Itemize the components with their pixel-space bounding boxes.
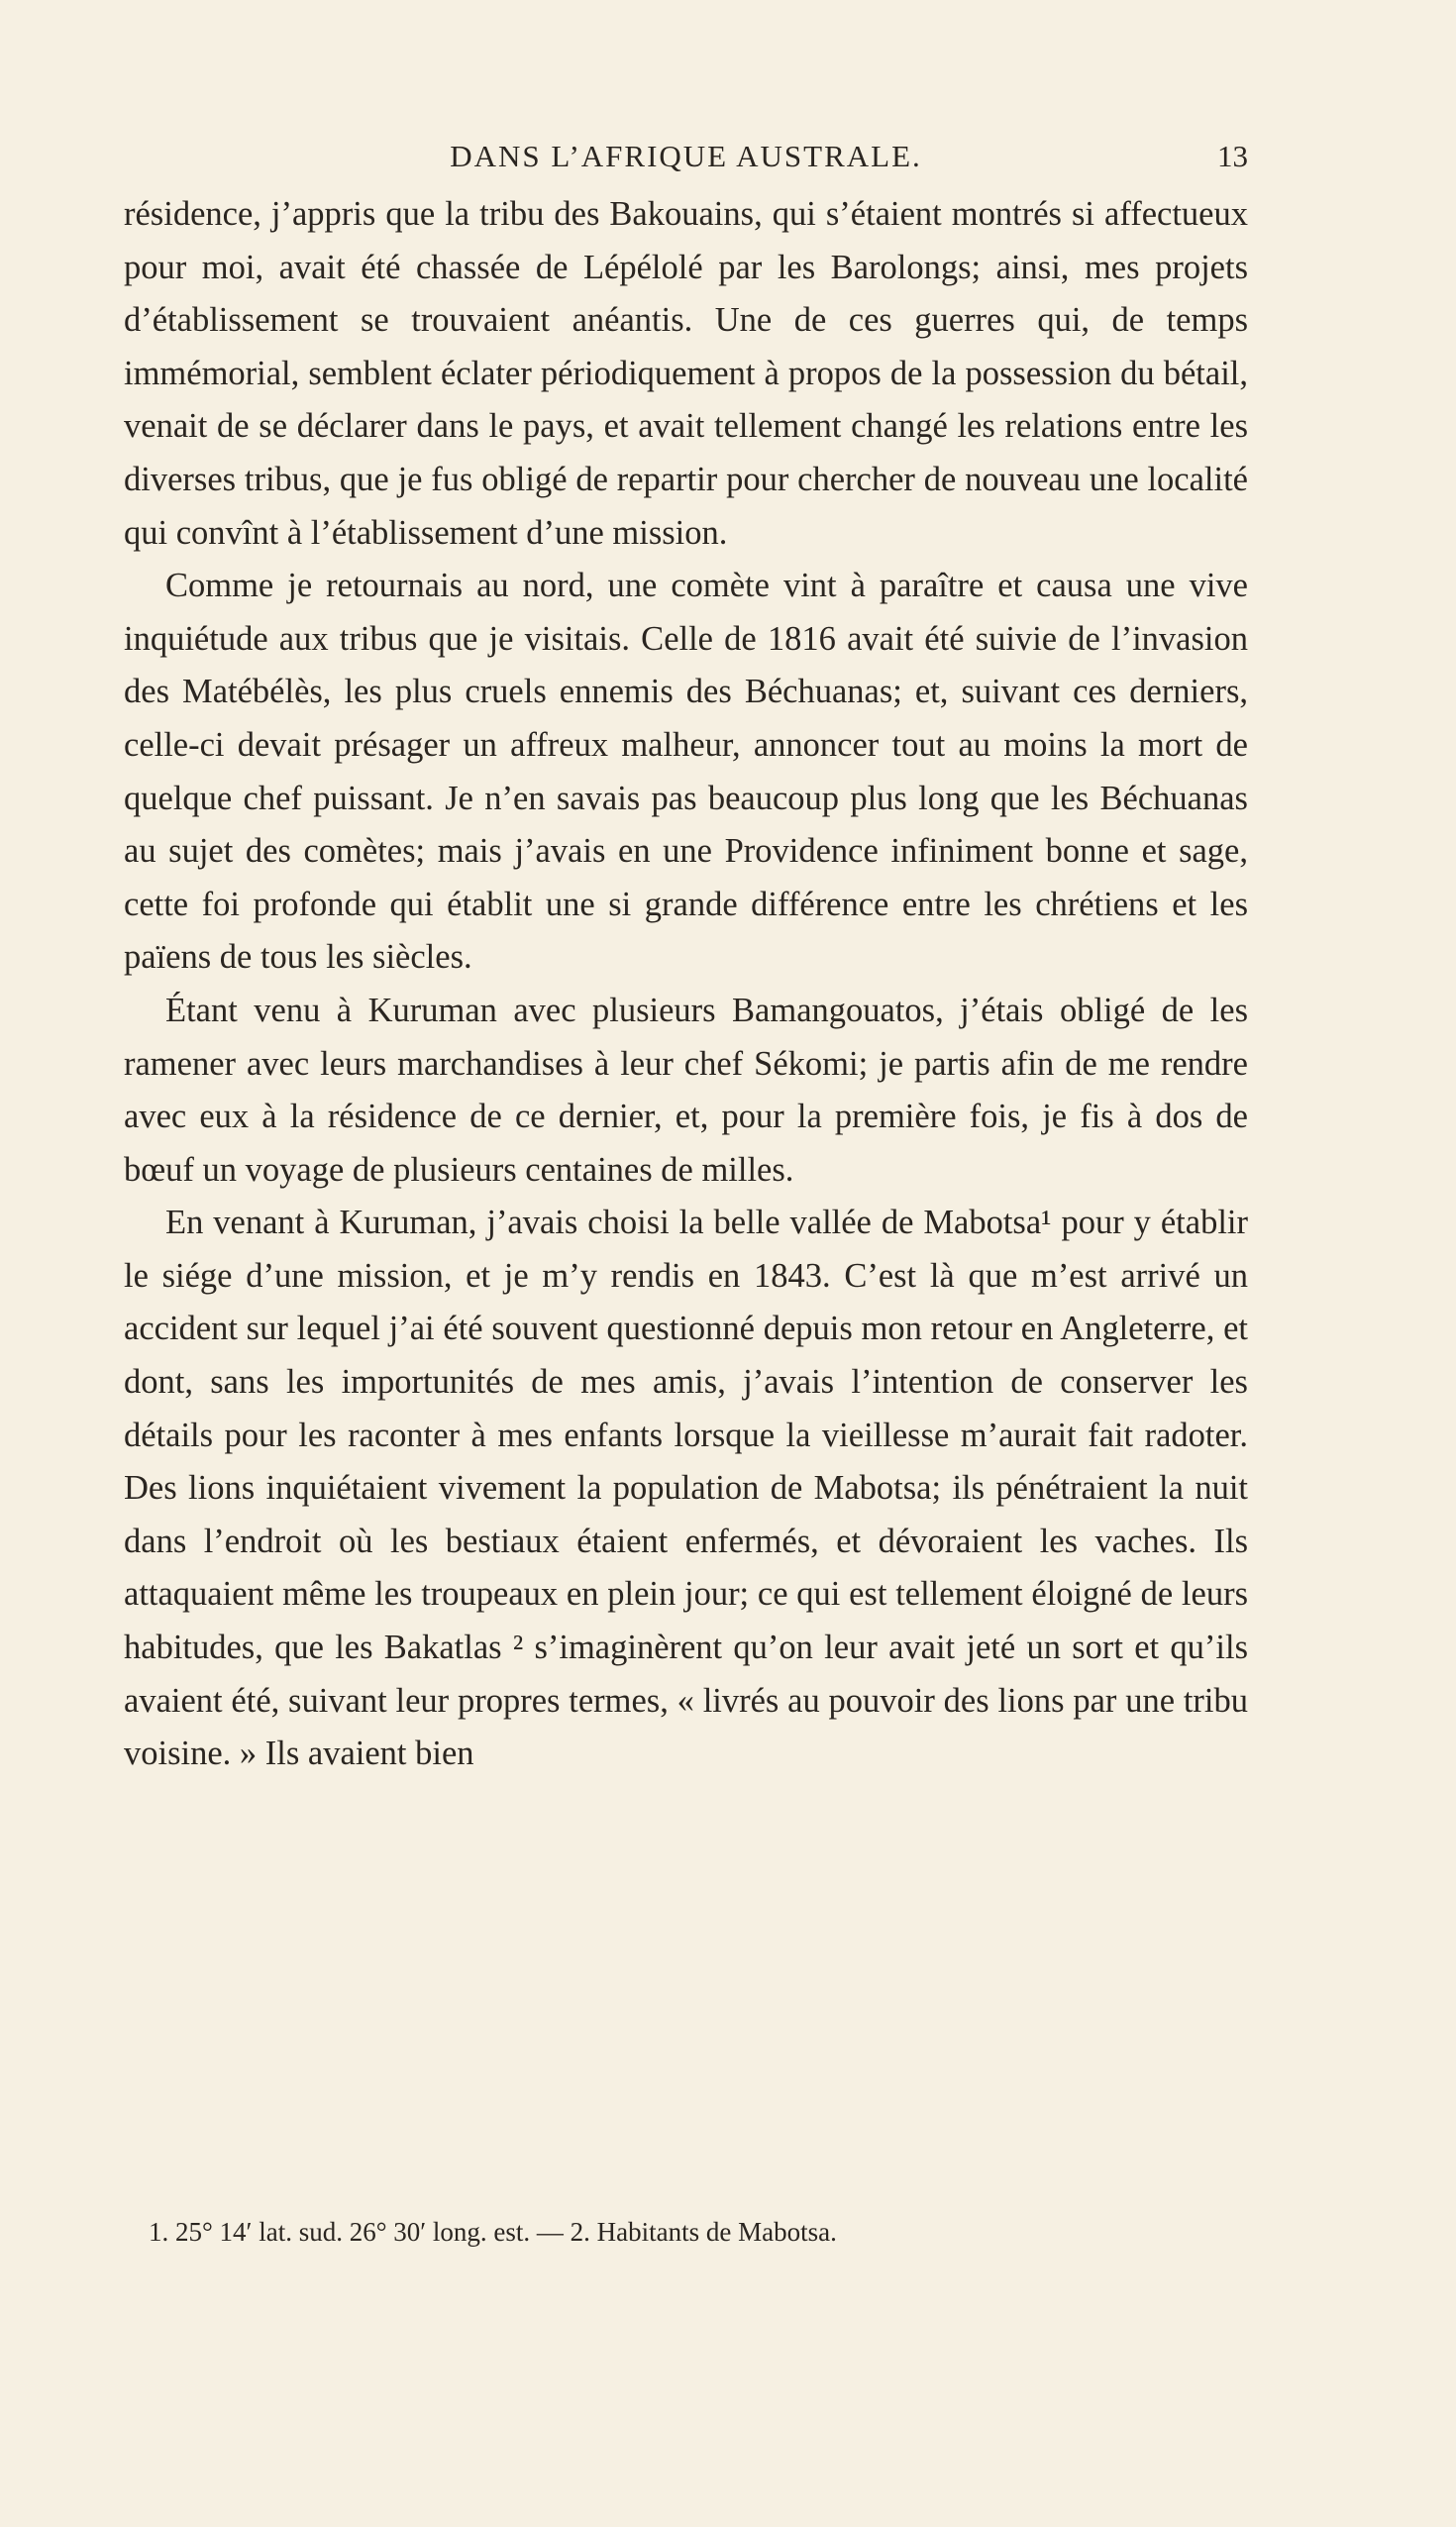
body-text bbox=[124, 188, 1248, 1781]
footnote: 1. 25° 14′ lat. sud. 26° 30′ long. est. — 2. Habitants de Mabotsa. bbox=[149, 2217, 837, 2247]
paragraph-1: résidence, j’appris que la tribu des Bakouains, qui s’étaient montrés si affectueux pour moi, avait été chassée de Lépélolé par les Barolongs; ainsi, mes projets d’établissement se trouvaient anéantis. Une de ces guerres qui, de temps immémorial, semblent éclater périodiquement à propos de la possession du bétail, venait de se déclarer dans le pays, et avait tellement changé les relations entre les diverses tribus, que je fus obligé de repartir pour chercher de nouveau une localité qui convînt à l’établissement d’une mission. bbox=[124, 195, 1248, 552]
running-head bbox=[124, 139, 1248, 178]
paragraph-3: Étant venu à Kuruman avec plusieurs Bamangouatos, j’étais obligé de les ramener avec leurs marchandises à leur chef Sékomi; je partis afin de me rendre avec eux à la résidence de ce dernier, et, pour la première fois, je fis à dos de bœuf un voyage de plusieurs centaines de milles. bbox=[124, 991, 1248, 1189]
running-title: DANS L’AFRIQUE AUSTRALE. bbox=[450, 139, 922, 173]
paragraph-4: En venant à Kuruman, j’avais choisi la belle vallée de Mabotsa¹ pour y établir le siége d’une mission, et je m’y rendis en 1843. C’est là que m’est arrivé un accident sur lequel j’ai été souvent questionné depuis mon retour en Angleterre, et dont, sans les importunités de mes amis, j’avais l’intention de conserver les détails pour les raconter à mes enfants lorsque la vieillesse m’aurait fait radoter. Des lions inquiétaient vivement la population de Mabotsa; ils pénétraient la nuit dans l’endroit où les bestiaux étaient enfermés, et dévoraient les vaches. Ils attaquaient même les troupeaux en plein jour; ce qui est tellement éloigné de leurs habitudes, que les Bakatlas ² s’imaginèrent qu’on leur avait jeté un sort et qu’ils avaient été, suivant leur propres termes, « livrés au pouvoir des lions par une tribu voisine. » Ils avaient bien bbox=[124, 1204, 1248, 1773]
paragraph-2: Comme je retournais au nord, une comète vint à paraître et causa une vive inquiétude aux tribus que je visitais. Celle de 1816 avait été suivie de l’invasion des Matébélès, les plus cruels ennemis des Béchuanas; et, suivant ces derniers, celle-ci devait présager un affreux malheur, annoncer tout au moins la mort de quelque chef puissant. Je n’en savais pas beaucoup plus long que les Béchuanas au sujet des comètes; mais j’avais en une Providence infiniment bonne et sage, cette foi profonde qui établit une si grande différence entre les chrétiens et les païens de tous les siècles. bbox=[124, 567, 1248, 977]
page-number: 13 bbox=[1217, 139, 1248, 173]
